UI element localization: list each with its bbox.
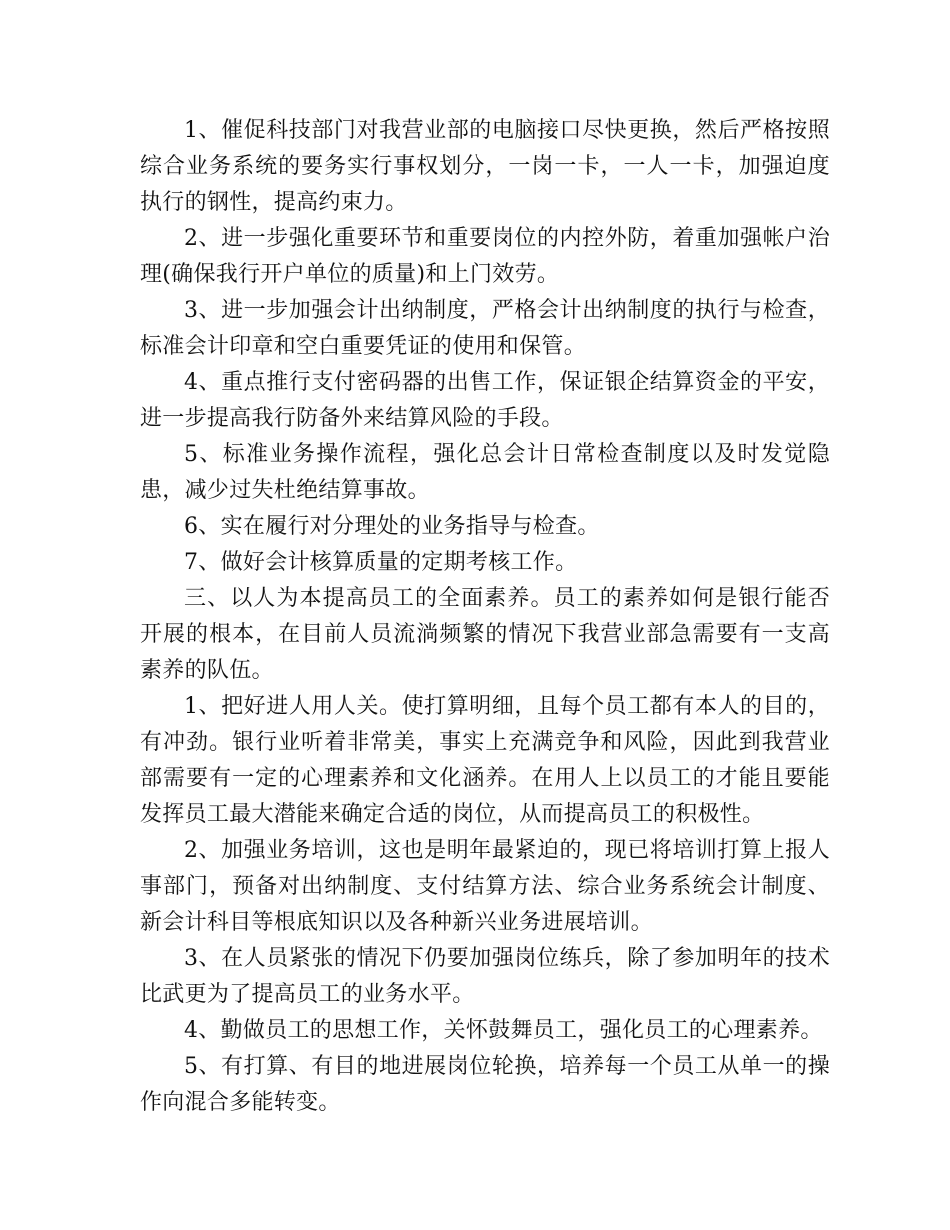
- paragraph-5: 5、标准业务操作流程，强化总会计日常检查制度以及时发觉隐患，减少过失杜绝结算事故。: [140, 442, 830, 503]
- paragraph-8: 1、把好进人用人关。使打算明细，且每个员工都有本人的目的，有冲劲。银行业听着非常美，事实上充满竞争和风险，因此到我营业部需要有一定的心理素养和文化涵养。在用人上以员工的才能且要能发挥员工最大潜能来确定合适的岗位，从而提高员工的积极性。: [140, 694, 830, 827]
- paragraph-7: 7、做好会计核算质量的定期考核工作。: [184, 550, 578, 575]
- paragraph-2: 2、进一步强化重要环节和重要岗位的内控外防，着重加强帐户治理(确保我行开户单位的质量)和上门效劳。: [140, 226, 830, 287]
- paragraph-4: 4、重点推行支付密码器的出售工作，保证银企结算资金的平安，进一步提高我行防备外来结算风险的手段。: [140, 370, 830, 431]
- paragraph-1: 1、催促科技部门对我营业部的电脑接口尽快更换，然后严格按照综合业务系统的要务实行事权划分，一岗一卡，一人一卡，加强迫度执行的钢性，提高约束力。: [140, 118, 830, 215]
- paragraph-3: 3、进一步加强会计出纳制度，严格会计出纳制度的执行与检查，标准会计印章和空白重要凭证的使用和保管。: [140, 298, 830, 359]
- paragraph-6: 6、实在履行对分理处的业务指导与检查。: [184, 514, 600, 539]
- document-page: [140, 113, 830, 1121]
- paragraph-12: 5、有打算、有目的地进展岗位轮换，培养每一个员工从单一的操作向混合多能转变。: [140, 1054, 830, 1115]
- section-three-heading-paragraph: 三、以人为本提高员工的全面素养。员工的素养如何是银行能否开展的根本，在目前人员流淌频繁的情况下我营业部急需要有一支高素养的队伍。: [140, 586, 830, 683]
- paragraph-10: 3、在人员紧张的情况下仍要加强岗位练兵，除了参加明年的技术比武更为了提高员工的业务水平。: [140, 946, 830, 1007]
- paragraph-9: 2、加强业务培训，这也是明年最紧迫的，现已将培训打算上报人事部门，预备对出纳制度、支付结算方法、综合业务系统会计制度、新会计科目等根底知识以及各种新兴业务进展培训。: [140, 838, 830, 935]
- paragraph-11: 4、勤做员工的思想工作，关怀鼓舞员工，强化员工的心理素养。: [184, 1018, 823, 1043]
